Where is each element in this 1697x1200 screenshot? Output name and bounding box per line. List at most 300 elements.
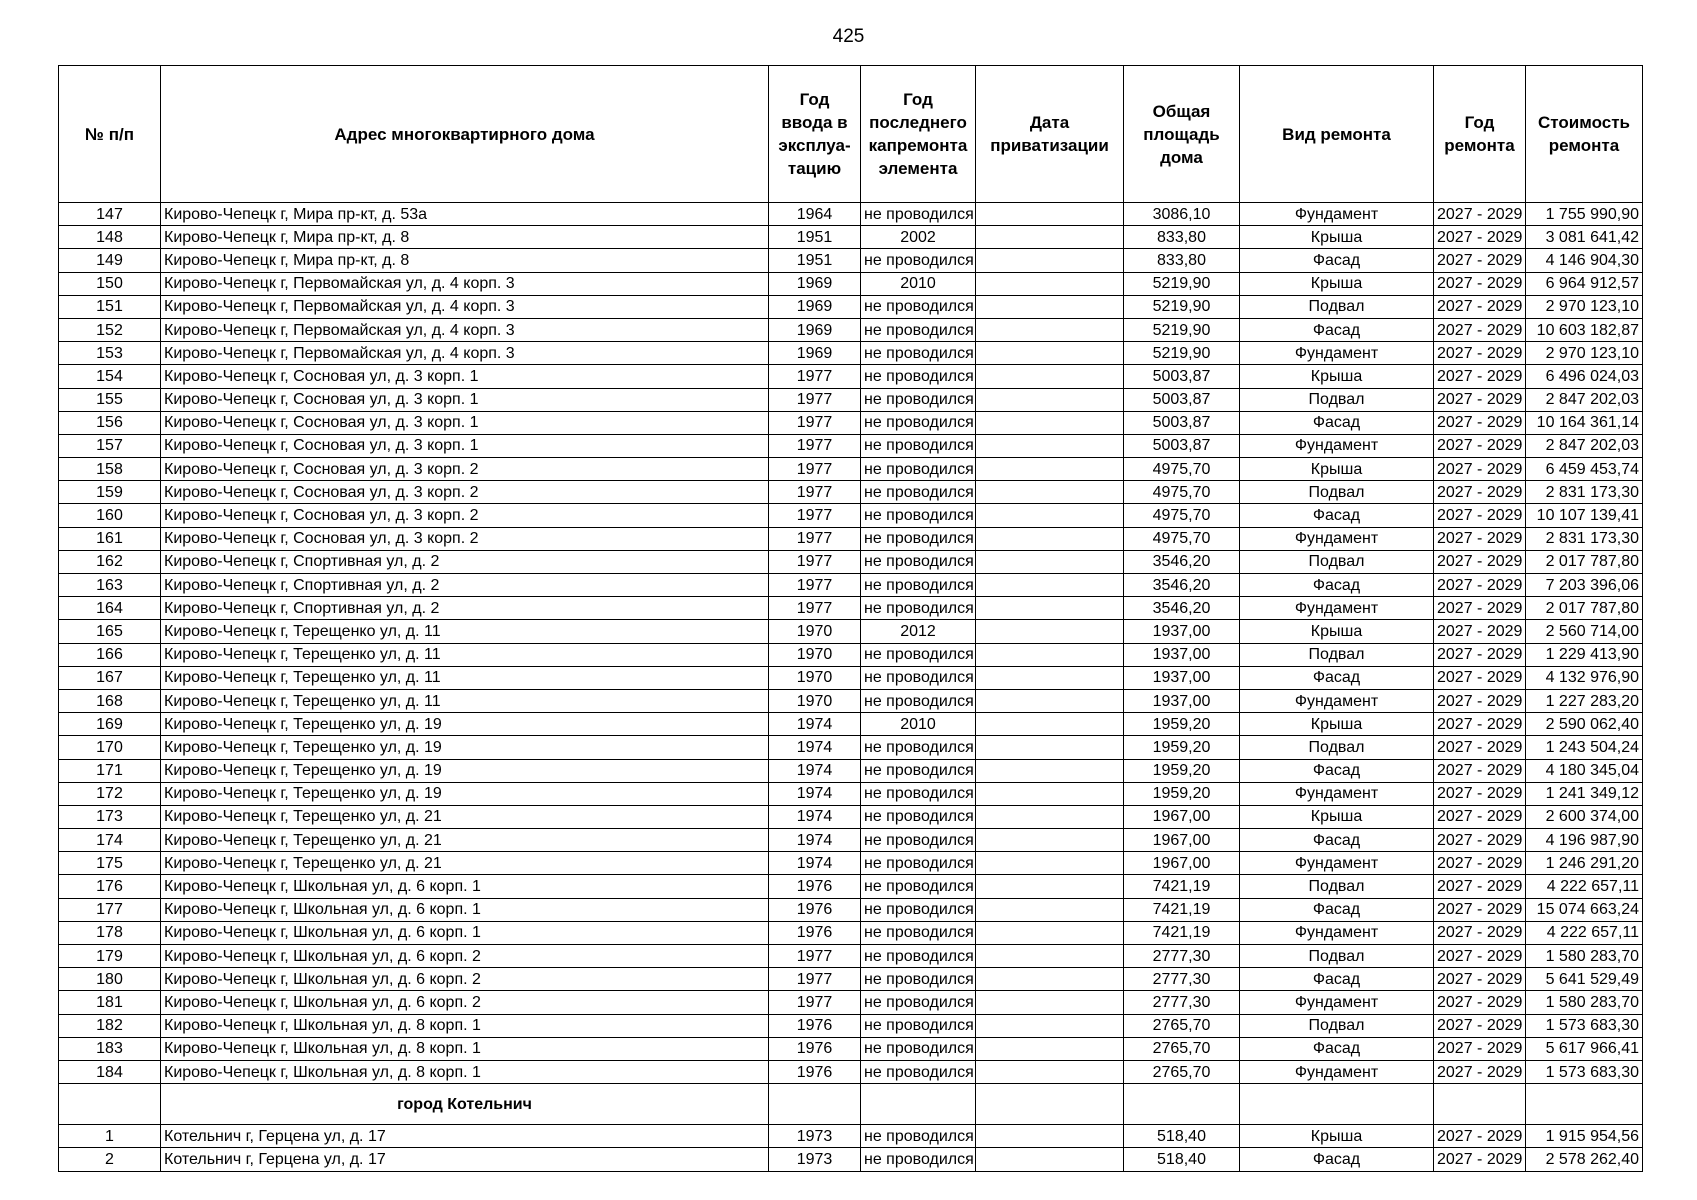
cell-total-area: 2765,70 (1124, 1014, 1240, 1037)
cell-total-area: 2777,30 (1124, 945, 1240, 968)
cell-year-commissioned: 1977 (769, 458, 861, 481)
cell-repair-cost: 2 578 262,40 (1526, 1148, 1643, 1171)
table-row (59, 249, 1643, 272)
cell-total-area: 3546,20 (1124, 550, 1240, 573)
cell-privatization-date (976, 921, 1124, 944)
cell-repair-year: 2027 - 2029 (1434, 388, 1526, 411)
table-row (59, 458, 1643, 481)
cell-repair-cost: 1 241 349,12 (1526, 782, 1643, 805)
cell-repair-year: 2027 - 2029 (1434, 643, 1526, 666)
cell-address: Кирово-Чепецк г, Сосновая ул, д. 3 корп. 2 (161, 504, 769, 527)
cell-last-repair-year: не проводился (861, 805, 976, 828)
cell-year-commissioned: 1974 (769, 713, 861, 736)
cell-address: Кирово-Чепецк г, Терещенко ул, д. 11 (161, 643, 769, 666)
cell-number: 150 (59, 272, 161, 295)
cell-last-repair-year: 2010 (861, 272, 976, 295)
cell-year-commissioned: 1951 (769, 249, 861, 272)
cell-number: 181 (59, 991, 161, 1014)
cell-year-commissioned: 1974 (769, 829, 861, 852)
cell-total-area: 5219,90 (1124, 342, 1240, 365)
table-row (59, 295, 1643, 318)
table-row (59, 689, 1643, 712)
cell-repair-year: 2027 - 2029 (1434, 852, 1526, 875)
cell-total-area: 1967,00 (1124, 852, 1240, 875)
cell-year-commissioned: 1977 (769, 411, 861, 434)
cell-repair-type: Крыша (1240, 272, 1434, 295)
cell-privatization-date (976, 898, 1124, 921)
cell-repair-year: 2027 - 2029 (1434, 527, 1526, 550)
header-repair-year: Год ремонта (1434, 66, 1526, 203)
cell-address: Кирово-Чепецк г, Терещенко ул, д. 19 (161, 713, 769, 736)
cell-repair-type: Подвал (1240, 388, 1434, 411)
cell-repair-cost: 2 847 202,03 (1526, 388, 1643, 411)
cell-year-commissioned: 1964 (769, 203, 861, 226)
cell-repair-cost: 7 203 396,06 (1526, 574, 1643, 597)
cell-total-area: 1967,00 (1124, 829, 1240, 852)
cell-repair-type: Фасад (1240, 249, 1434, 272)
cell-year-commissioned: 1976 (769, 1060, 861, 1083)
cell-number: 167 (59, 666, 161, 689)
table-row (59, 203, 1643, 226)
cell-repair-year: 2027 - 2029 (1434, 968, 1526, 991)
header-row (59, 66, 1643, 203)
cell-address: Кирово-Чепецк г, Сосновая ул, д. 3 корп. 1 (161, 434, 769, 457)
cell-repair-year: 2027 - 2029 (1434, 504, 1526, 527)
cell-last-repair-year: 2010 (861, 713, 976, 736)
cell-year-commissioned: 1976 (769, 898, 861, 921)
cell-repair-type: Фасад (1240, 1148, 1434, 1171)
cell-total-area: 1959,20 (1124, 759, 1240, 782)
cell-repair-type: Крыша (1240, 1125, 1434, 1148)
cell-repair-year: 2027 - 2029 (1434, 1060, 1526, 1083)
cell-total-area: 7421,19 (1124, 898, 1240, 921)
cell-year-commissioned: 1974 (769, 736, 861, 759)
cell-repair-cost: 1 229 413,90 (1526, 643, 1643, 666)
cell-address: Кирово-Чепецк г, Мира пр-кт, д. 8 (161, 249, 769, 272)
cell-address: Кирово-Чепецк г, Первомайская ул, д. 4 корп. 3 (161, 342, 769, 365)
cell-repair-type: Фасад (1240, 318, 1434, 341)
cell-number: 157 (59, 434, 161, 457)
cell-number: 173 (59, 805, 161, 828)
cell-repair-cost: 4 222 657,11 (1526, 875, 1643, 898)
table-row (59, 620, 1643, 643)
table-row (59, 365, 1643, 388)
cell-number: 163 (59, 574, 161, 597)
cell-repair-year: 2027 - 2029 (1434, 1037, 1526, 1060)
cell-address: Кирово-Чепецк г, Сосновая ул, д. 3 корп. 1 (161, 365, 769, 388)
cell-repair-type: Фасад (1240, 504, 1434, 527)
cell-year-commissioned: 1976 (769, 875, 861, 898)
cell-total-area: 1959,20 (1124, 713, 1240, 736)
cell-repair-cost: 2 017 787,80 (1526, 597, 1643, 620)
cell-year-commissioned: 1976 (769, 1037, 861, 1060)
cell-repair-year: 2027 - 2029 (1434, 689, 1526, 712)
cell-total-area: 3546,20 (1124, 597, 1240, 620)
cell-number: 170 (59, 736, 161, 759)
cell-repair-cost: 5 641 529,49 (1526, 968, 1643, 991)
cell-number: 184 (59, 1060, 161, 1083)
cell-address: Кирово-Чепецк г, Терещенко ул, д. 19 (161, 759, 769, 782)
cell-last-repair-year: не проводился (861, 597, 976, 620)
table-row (59, 411, 1643, 434)
cell-year-commissioned: 1951 (769, 226, 861, 249)
cell-privatization-date (976, 597, 1124, 620)
cell-privatization-date (976, 1125, 1124, 1148)
cell-repair-cost: 10 603 182,87 (1526, 318, 1643, 341)
cell-last-repair-year: не проводился (861, 968, 976, 991)
cell-year-commissioned: 1977 (769, 365, 861, 388)
cell-last-repair-year: не проводился (861, 1037, 976, 1060)
cell-address: Кирово-Чепецк г, Школьная ул, д. 6 корп. 2 (161, 945, 769, 968)
cell-total-area: 518,40 (1124, 1148, 1240, 1171)
cell-address: Кирово-Чепецк г, Терещенко ул, д. 19 (161, 782, 769, 805)
cell-address: Котельнич г, Герцена ул, д. 17 (161, 1125, 769, 1148)
cell-repair-cost: 2 017 787,80 (1526, 550, 1643, 573)
cell-privatization-date (976, 550, 1124, 573)
cell-repair-year: 2027 - 2029 (1434, 597, 1526, 620)
cell-number: 153 (59, 342, 161, 365)
cell-repair-type: Подвал (1240, 550, 1434, 573)
cell-last-repair-year: не проводился (861, 1148, 976, 1171)
cell-repair-year: 2027 - 2029 (1434, 226, 1526, 249)
cell-repair-type: Фасад (1240, 574, 1434, 597)
cell-repair-year: 2027 - 2029 (1434, 736, 1526, 759)
cell-repair-year: 2027 - 2029 (1434, 550, 1526, 573)
cell-year-commissioned: 1973 (769, 1125, 861, 1148)
cell-privatization-date (976, 968, 1124, 991)
cell-repair-cost: 2 560 714,00 (1526, 620, 1643, 643)
cell-address: Кирово-Чепецк г, Спортивная ул, д. 2 (161, 597, 769, 620)
cell-number: 182 (59, 1014, 161, 1037)
section-empty-cell (1434, 1084, 1526, 1125)
cell-number: 169 (59, 713, 161, 736)
cell-repair-year: 2027 - 2029 (1434, 574, 1526, 597)
cell-number: 1 (59, 1125, 161, 1148)
table-row (59, 829, 1643, 852)
cell-year-commissioned: 1977 (769, 434, 861, 457)
header-last-repair-year: Год последнего капремонта элемента (861, 66, 976, 203)
cell-number: 179 (59, 945, 161, 968)
cell-repair-cost: 6 964 912,57 (1526, 272, 1643, 295)
cell-privatization-date (976, 1014, 1124, 1037)
cell-last-repair-year: не проводился (861, 666, 976, 689)
cell-privatization-date (976, 805, 1124, 828)
table-row (59, 968, 1643, 991)
cell-repair-year: 2027 - 2029 (1434, 666, 1526, 689)
repair-schedule-table (58, 65, 1643, 1172)
cell-privatization-date (976, 411, 1124, 434)
cell-number: 164 (59, 597, 161, 620)
cell-repair-cost: 2 970 123,10 (1526, 342, 1643, 365)
cell-number: 159 (59, 481, 161, 504)
table-row (59, 597, 1643, 620)
cell-last-repair-year: не проводился (861, 759, 976, 782)
cell-year-commissioned: 1977 (769, 504, 861, 527)
section-title: город Котельнич (161, 1084, 769, 1125)
cell-last-repair-year: не проводился (861, 411, 976, 434)
cell-repair-year: 2027 - 2029 (1434, 620, 1526, 643)
cell-privatization-date (976, 458, 1124, 481)
cell-privatization-date (976, 434, 1124, 457)
cell-year-commissioned: 1974 (769, 782, 861, 805)
cell-last-repair-year: не проводился (861, 643, 976, 666)
cell-number: 148 (59, 226, 161, 249)
cell-privatization-date (976, 620, 1124, 643)
cell-address: Кирово-Чепецк г, Сосновая ул, д. 3 корп. 2 (161, 481, 769, 504)
cell-repair-year: 2027 - 2029 (1434, 203, 1526, 226)
cell-repair-cost: 3 081 641,42 (1526, 226, 1643, 249)
cell-year-commissioned: 1977 (769, 481, 861, 504)
cell-repair-type: Фасад (1240, 968, 1434, 991)
cell-repair-type: Фасад (1240, 759, 1434, 782)
cell-repair-cost: 1 755 990,90 (1526, 203, 1643, 226)
cell-last-repair-year: не проводился (861, 736, 976, 759)
cell-privatization-date (976, 689, 1124, 712)
cell-repair-type: Подвал (1240, 1014, 1434, 1037)
header-repair-type: Вид ремонта (1240, 66, 1434, 203)
cell-number: 2 (59, 1148, 161, 1171)
section-empty-cell (861, 1084, 976, 1125)
cell-address: Кирово-Чепецк г, Школьная ул, д. 8 корп. 1 (161, 1014, 769, 1037)
cell-privatization-date (976, 782, 1124, 805)
cell-repair-type: Крыша (1240, 713, 1434, 736)
cell-number: 151 (59, 295, 161, 318)
cell-last-repair-year: не проводился (861, 550, 976, 573)
cell-total-area: 2777,30 (1124, 968, 1240, 991)
cell-privatization-date (976, 1037, 1124, 1060)
table-row (59, 736, 1643, 759)
header-address: Адрес многоквартирного дома (161, 66, 769, 203)
cell-total-area: 1937,00 (1124, 666, 1240, 689)
cell-address: Кирово-Чепецк г, Школьная ул, д. 6 корп. 2 (161, 991, 769, 1014)
cell-last-repair-year: не проводился (861, 898, 976, 921)
cell-total-area: 833,80 (1124, 226, 1240, 249)
cell-year-commissioned: 1977 (769, 597, 861, 620)
header-repair-cost: Стоимость ремонта (1526, 66, 1643, 203)
cell-number: 147 (59, 203, 161, 226)
cell-last-repair-year: не проводился (861, 1014, 976, 1037)
cell-repair-cost: 6 496 024,03 (1526, 365, 1643, 388)
cell-privatization-date (976, 852, 1124, 875)
cell-repair-cost: 2 831 173,30 (1526, 527, 1643, 550)
cell-year-commissioned: 1977 (769, 550, 861, 573)
cell-number: 165 (59, 620, 161, 643)
cell-privatization-date (976, 272, 1124, 295)
cell-repair-cost: 1 573 683,30 (1526, 1060, 1643, 1083)
cell-privatization-date (976, 388, 1124, 411)
cell-repair-type: Крыша (1240, 458, 1434, 481)
cell-privatization-date (976, 991, 1124, 1014)
cell-repair-cost: 15 074 663,24 (1526, 898, 1643, 921)
cell-year-commissioned: 1974 (769, 805, 861, 828)
cell-address: Кирово-Чепецк г, Мира пр-кт, д. 8 (161, 226, 769, 249)
cell-repair-type: Фундамент (1240, 203, 1434, 226)
cell-address: Кирово-Чепецк г, Спортивная ул, д. 2 (161, 550, 769, 573)
cell-number: 178 (59, 921, 161, 944)
cell-year-commissioned: 1974 (769, 759, 861, 782)
cell-total-area: 1937,00 (1124, 689, 1240, 712)
cell-repair-type: Фундамент (1240, 921, 1434, 944)
cell-number: 166 (59, 643, 161, 666)
table-row (59, 527, 1643, 550)
cell-privatization-date (976, 249, 1124, 272)
cell-repair-year: 2027 - 2029 (1434, 713, 1526, 736)
cell-repair-cost: 1 915 954,56 (1526, 1125, 1643, 1148)
cell-last-repair-year: не проводился (861, 434, 976, 457)
cell-total-area: 4975,70 (1124, 458, 1240, 481)
header-total-area: Общая площадь дома (1124, 66, 1240, 203)
cell-last-repair-year: не проводился (861, 527, 976, 550)
cell-repair-type: Подвал (1240, 643, 1434, 666)
cell-address: Кирово-Чепецк г, Школьная ул, д. 6 корп. 1 (161, 921, 769, 944)
cell-last-repair-year: не проводился (861, 458, 976, 481)
cell-repair-cost: 4 196 987,90 (1526, 829, 1643, 852)
cell-privatization-date (976, 829, 1124, 852)
table-row (59, 875, 1643, 898)
table-row (59, 643, 1643, 666)
cell-repair-year: 2027 - 2029 (1434, 411, 1526, 434)
cell-privatization-date (976, 203, 1124, 226)
cell-total-area: 2765,70 (1124, 1037, 1240, 1060)
cell-address: Кирово-Чепецк г, Сосновая ул, д. 3 корп. 1 (161, 411, 769, 434)
cell-repair-type: Крыша (1240, 365, 1434, 388)
cell-total-area: 7421,19 (1124, 875, 1240, 898)
cell-last-repair-year: не проводился (861, 945, 976, 968)
cell-address: Кирово-Чепецк г, Терещенко ул, д. 21 (161, 852, 769, 875)
cell-year-commissioned: 1977 (769, 991, 861, 1014)
cell-repair-cost: 4 222 657,11 (1526, 921, 1643, 944)
table-row (59, 713, 1643, 736)
cell-address: Кирово-Чепецк г, Терещенко ул, д. 11 (161, 689, 769, 712)
cell-repair-type: Фундамент (1240, 342, 1434, 365)
section-empty-cell (1124, 1084, 1240, 1125)
cell-number: 175 (59, 852, 161, 875)
cell-last-repair-year: не проводился (861, 782, 976, 805)
cell-repair-type: Крыша (1240, 620, 1434, 643)
cell-address: Кирово-Чепецк г, Школьная ул, д. 6 корп. 2 (161, 968, 769, 991)
cell-repair-cost: 1 573 683,30 (1526, 1014, 1643, 1037)
cell-repair-year: 2027 - 2029 (1434, 921, 1526, 944)
cell-year-commissioned: 1977 (769, 574, 861, 597)
cell-address: Котельнич г, Герцена ул, д. 17 (161, 1148, 769, 1171)
cell-number: 154 (59, 365, 161, 388)
cell-number: 176 (59, 875, 161, 898)
cell-privatization-date (976, 226, 1124, 249)
cell-privatization-date (976, 736, 1124, 759)
cell-address: Кирово-Чепецк г, Школьная ул, д. 8 корп. 1 (161, 1037, 769, 1060)
cell-number: 149 (59, 249, 161, 272)
cell-repair-cost: 2 600 374,00 (1526, 805, 1643, 828)
cell-repair-year: 2027 - 2029 (1434, 272, 1526, 295)
cell-total-area: 5219,90 (1124, 272, 1240, 295)
table-row (59, 388, 1643, 411)
cell-last-repair-year: не проводился (861, 1125, 976, 1148)
cell-repair-year: 2027 - 2029 (1434, 458, 1526, 481)
table-row (59, 481, 1643, 504)
table-row (59, 991, 1643, 1014)
cell-year-commissioned: 1970 (769, 620, 861, 643)
cell-privatization-date (976, 875, 1124, 898)
cell-repair-type: Фундамент (1240, 434, 1434, 457)
cell-total-area: 5003,87 (1124, 434, 1240, 457)
cell-repair-cost: 1 580 283,70 (1526, 945, 1643, 968)
cell-repair-type: Крыша (1240, 805, 1434, 828)
cell-last-repair-year: не проводился (861, 689, 976, 712)
cell-last-repair-year: не проводился (861, 504, 976, 527)
table-row (59, 945, 1643, 968)
cell-last-repair-year: не проводился (861, 991, 976, 1014)
cell-year-commissioned: 1977 (769, 968, 861, 991)
cell-address: Кирово-Чепецк г, Терещенко ул, д. 19 (161, 736, 769, 759)
cell-last-repair-year: не проводился (861, 852, 976, 875)
cell-total-area: 4975,70 (1124, 481, 1240, 504)
cell-privatization-date (976, 1148, 1124, 1171)
cell-address: Кирово-Чепецк г, Школьная ул, д. 6 корп. 1 (161, 898, 769, 921)
cell-repair-year: 2027 - 2029 (1434, 342, 1526, 365)
cell-number: 155 (59, 388, 161, 411)
cell-year-commissioned: 1969 (769, 295, 861, 318)
cell-total-area: 1937,00 (1124, 643, 1240, 666)
cell-number: 174 (59, 829, 161, 852)
cell-number: 180 (59, 968, 161, 991)
cell-repair-cost: 2 831 173,30 (1526, 481, 1643, 504)
cell-total-area: 2765,70 (1124, 1060, 1240, 1083)
cell-total-area: 1967,00 (1124, 805, 1240, 828)
cell-address: Кирово-Чепецк г, Сосновая ул, д. 3 корп. 2 (161, 527, 769, 550)
table-row (59, 318, 1643, 341)
section-empty-cell (1240, 1084, 1434, 1125)
cell-last-repair-year: не проводился (861, 318, 976, 341)
cell-repair-type: Подвал (1240, 481, 1434, 504)
cell-repair-year: 2027 - 2029 (1434, 249, 1526, 272)
cell-privatization-date (976, 759, 1124, 782)
cell-repair-type: Фундамент (1240, 527, 1434, 550)
table-row (59, 782, 1643, 805)
cell-repair-year: 2027 - 2029 (1434, 481, 1526, 504)
cell-privatization-date (976, 643, 1124, 666)
cell-privatization-date (976, 527, 1124, 550)
cell-repair-year: 2027 - 2029 (1434, 759, 1526, 782)
cell-repair-cost: 2 970 123,10 (1526, 295, 1643, 318)
cell-total-area: 3546,20 (1124, 574, 1240, 597)
cell-repair-cost: 1 246 291,20 (1526, 852, 1643, 875)
cell-repair-type: Фасад (1240, 666, 1434, 689)
cell-total-area: 5003,87 (1124, 411, 1240, 434)
cell-address: Кирово-Чепецк г, Школьная ул, д. 6 корп. 1 (161, 875, 769, 898)
cell-total-area: 1959,20 (1124, 782, 1240, 805)
cell-repair-type: Подвал (1240, 295, 1434, 318)
cell-year-commissioned: 1969 (769, 272, 861, 295)
cell-privatization-date (976, 342, 1124, 365)
cell-repair-year: 2027 - 2029 (1434, 318, 1526, 341)
cell-year-commissioned: 1977 (769, 388, 861, 411)
cell-year-commissioned: 1970 (769, 689, 861, 712)
cell-repair-cost: 5 617 966,41 (1526, 1037, 1643, 1060)
cell-total-area: 1959,20 (1124, 736, 1240, 759)
cell-number: 160 (59, 504, 161, 527)
cell-address: Кирово-Чепецк г, Сосновая ул, д. 3 корп. 1 (161, 388, 769, 411)
cell-number: 162 (59, 550, 161, 573)
cell-address: Кирово-Чепецк г, Терещенко ул, д. 11 (161, 620, 769, 643)
cell-repair-cost: 4 146 904,30 (1526, 249, 1643, 272)
cell-address: Кирово-Чепецк г, Терещенко ул, д. 21 (161, 805, 769, 828)
cell-address: Кирово-Чепецк г, Сосновая ул, д. 3 корп. 2 (161, 458, 769, 481)
cell-privatization-date (976, 318, 1124, 341)
cell-last-repair-year: 2012 (861, 620, 976, 643)
cell-repair-type: Подвал (1240, 945, 1434, 968)
header-number: № п/п (59, 66, 161, 203)
cell-repair-type: Фундамент (1240, 991, 1434, 1014)
